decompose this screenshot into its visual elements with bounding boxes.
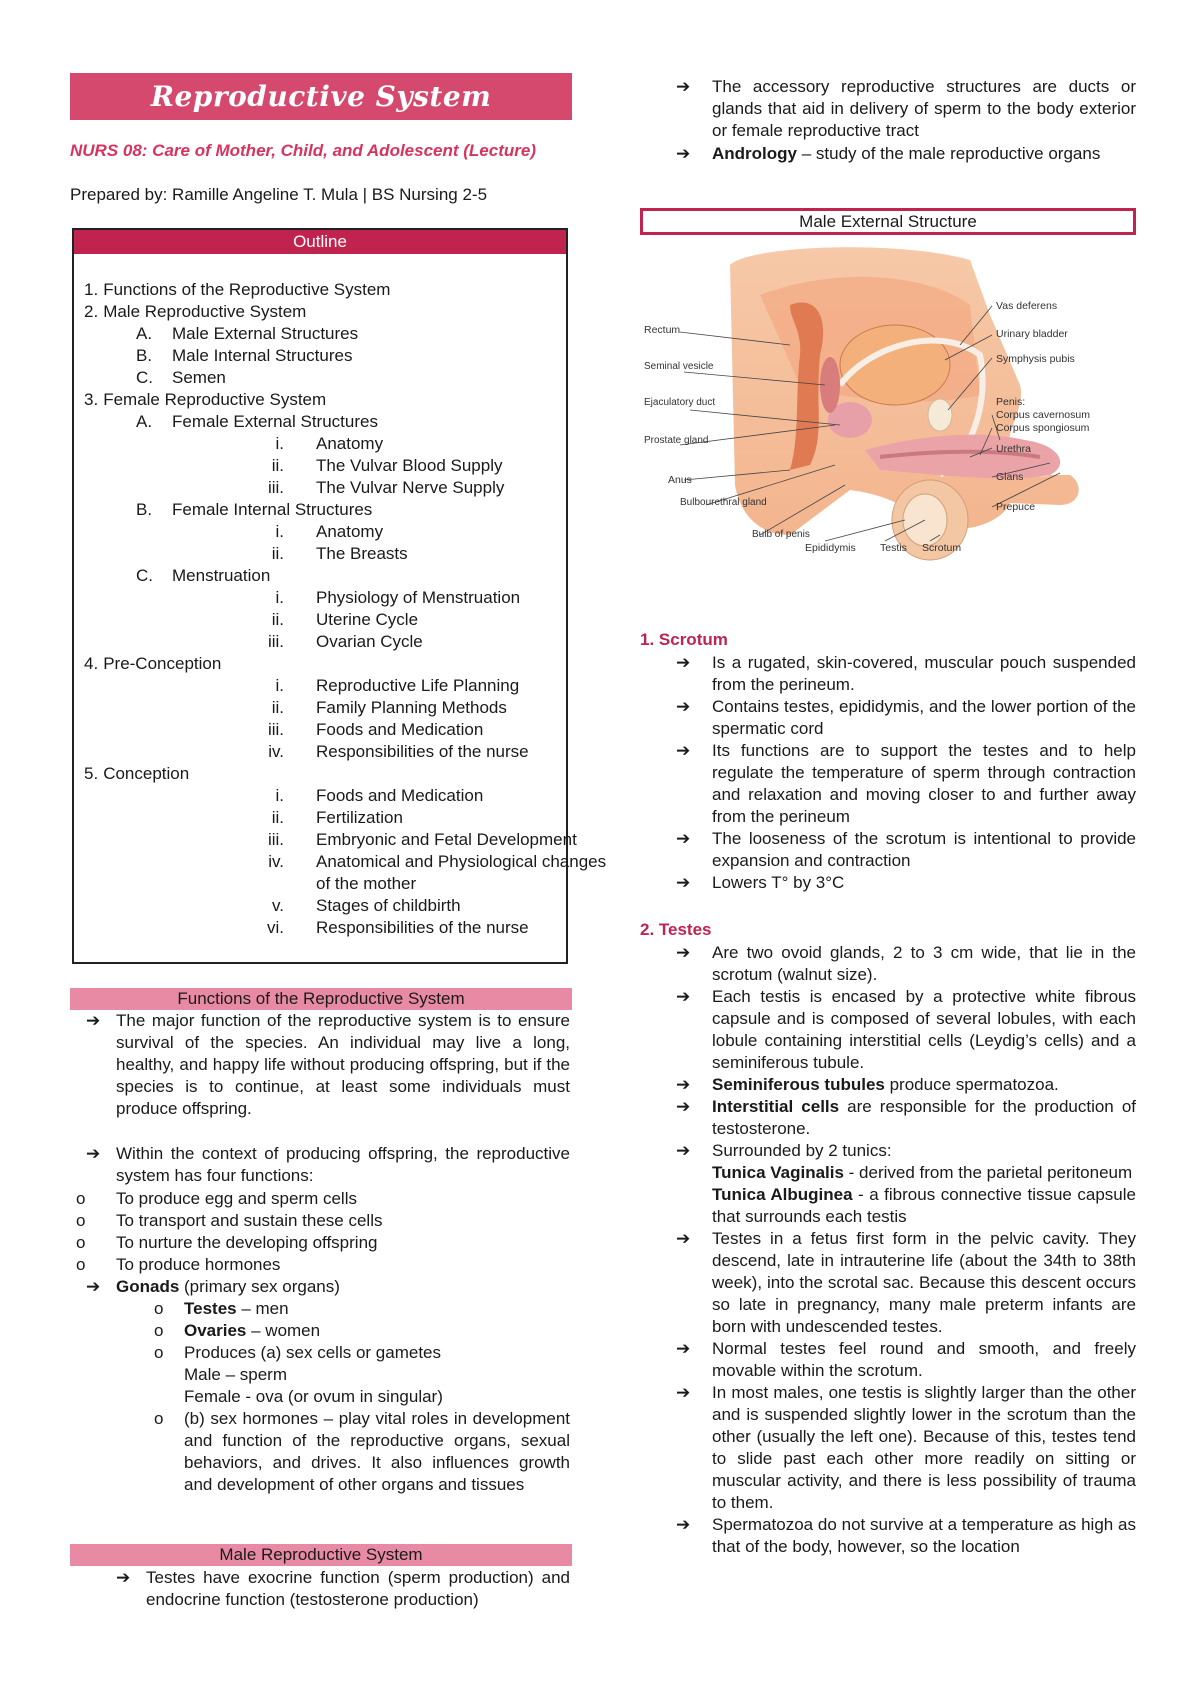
outline-item — [84, 829, 577, 851]
tunica-albuginea — [712, 1184, 1136, 1228]
circle-bullet-icon: o — [76, 1255, 86, 1274]
arrow-icon: ➔ — [86, 1144, 101, 1163]
outline-marker: C. — [136, 368, 153, 387]
outline-text: Male Reproductive System — [103, 302, 307, 321]
functions-heading: Functions of the Reproductive System — [70, 988, 572, 1010]
outline-marker: iii. — [267, 632, 284, 651]
list-item — [76, 1232, 570, 1254]
list-item — [676, 828, 1136, 872]
outline-marker: 3. — [84, 390, 99, 409]
gonads-item — [86, 1276, 570, 1298]
outline-item — [84, 411, 564, 433]
outline-item — [84, 719, 564, 741]
arrow-icon: ➔ — [676, 1339, 691, 1358]
outline-marker: ii. — [271, 610, 284, 629]
label-anus: Anus — [668, 474, 692, 486]
circle-bullet-icon: o — [76, 1211, 86, 1230]
outline-text: Male Internal Structures — [172, 346, 353, 365]
accessory-bullet — [676, 76, 1136, 142]
scrotum-b2: Contains testes, epididymis, and the lower portion of the spermatic cord — [712, 697, 1136, 738]
outline-marker: iv. — [268, 742, 284, 761]
list-item — [76, 1188, 570, 1210]
circle-bullet-icon: o — [76, 1233, 86, 1252]
gonads-label: Gonads — [116, 1277, 180, 1296]
label-ejaculatory-duct: Ejaculatory duct — [644, 397, 716, 408]
outline-item — [84, 741, 564, 763]
outline-item — [84, 455, 564, 477]
outline-marker: B. — [136, 346, 153, 365]
label-rectum: Rectum — [644, 324, 681, 336]
title-banner — [70, 73, 572, 120]
hormones-text: (b) sex hormones – play vital roles in development and function of the reproductive organs, sexual behaviors, and drives. It also influences growth and development of other organs and tissues — [184, 1409, 570, 1494]
outline-text: Responsibilities of the nurse — [316, 918, 529, 937]
label-epididymis: Epididymis — [805, 542, 856, 554]
testes-b2: Each testis is encased by a protective white fibrous capsule and is composed of several lobules, with each lobule containing interstitial cells (Leydig’s cells) and a seminiferous tubule. — [712, 987, 1136, 1072]
scrotum-bullets — [676, 652, 1136, 894]
outline-item — [84, 851, 607, 895]
testes-b8: In most males, one testis is slightly larger than the other and is suspended slightly lower in the scrotum than the other (usually the left one). Because of this, testes tend to slide past each other more readily on sitting or muscular activity, and there is less possibility of trauma to them. — [712, 1383, 1136, 1512]
arrow-icon: ➔ — [676, 943, 691, 962]
testes-b9: Spermatozoa do not survive at a temperature as high as that of the body, however, so the location — [712, 1515, 1136, 1556]
document-title: Reproductive System — [150, 80, 492, 113]
tunica-vaginalis-text: - derived from the parietal peritoneum — [843, 1163, 1133, 1182]
label-corpus-cavernosum: Corpus cavernosum — [996, 409, 1090, 421]
testes-b7: Normal testes feel round and smooth, and freely movable within the scrotum. — [712, 1339, 1136, 1380]
andrology-label: Andrology — [712, 144, 797, 163]
list-item — [676, 1140, 1136, 1162]
list-item — [676, 1096, 1136, 1140]
seminiferous-text: produce spermatozoa. — [884, 1075, 1059, 1094]
functions-bullet-1 — [86, 1010, 570, 1120]
arrow-icon: ➔ — [676, 144, 691, 163]
scrotum-b3: Its functions are to support the testes and to help regulate the temperature of sperm through contraction and relaxation and moving closer to and further away from the perineum — [712, 741, 1136, 826]
label-prostate-gland: Prostate gland — [644, 435, 709, 446]
testes-bullets — [676, 942, 1136, 1558]
outline-marker: i. — [275, 434, 284, 453]
arrow-icon: ➔ — [116, 1568, 131, 1587]
label-testis: Testis — [880, 542, 907, 554]
outline-marker: i. — [275, 786, 284, 805]
list-item-text: To transport and sustain these cells — [116, 1211, 383, 1230]
list-item — [676, 1382, 1136, 1514]
outline-marker: 4. — [84, 654, 99, 673]
tunica-vaginalis-label: Tunica Vaginalis — [712, 1163, 844, 1182]
outline-marker: 2. — [84, 302, 99, 321]
scrotum-b4: The looseness of the scrotum is intentional to provide expansion and contraction — [712, 829, 1136, 870]
outline-text: Female Internal Structures — [172, 500, 373, 519]
ovaries-text: – women — [246, 1321, 321, 1340]
list-item — [676, 1228, 1136, 1338]
symphysis-shape — [928, 399, 952, 431]
outline-text: Stages of childbirth — [316, 896, 461, 915]
outline-item — [84, 279, 564, 301]
male-anatomy-figure — [640, 235, 1136, 611]
outline-text: Anatomical and Physiological changes of the mother — [316, 852, 607, 893]
male-system-bullet-1 — [116, 1567, 570, 1611]
outline-item — [84, 609, 564, 631]
arrow-icon: ➔ — [676, 1075, 691, 1094]
outline-text: Male External Structures — [172, 324, 359, 343]
produces-text: Produces (a) sex cells or gametes — [184, 1343, 441, 1362]
list-item — [154, 1408, 570, 1496]
ovaries-label: Ovaries — [184, 1321, 247, 1340]
outline-marker: iv. — [268, 852, 284, 871]
outline-item — [84, 675, 564, 697]
label-penis: Penis: — [996, 396, 1026, 408]
arrow-icon: ➔ — [676, 1141, 691, 1160]
arrow-icon: ➔ — [676, 1097, 691, 1116]
circle-bullet-icon: o — [76, 1189, 86, 1208]
list-item — [676, 1338, 1136, 1382]
outline-text: Ovarian Cycle — [316, 632, 423, 651]
outline-text: Fertilization — [316, 808, 403, 827]
outline-item — [84, 323, 564, 345]
outline-marker: i. — [275, 522, 284, 541]
arrow-icon: ➔ — [676, 1383, 691, 1402]
arrow-icon: ➔ — [676, 829, 691, 848]
list-item-text: To nurture the developing offspring — [116, 1233, 378, 1252]
outline-marker: C. — [136, 566, 153, 585]
gonads-text: (primary sex organs) — [179, 1277, 340, 1296]
list-item — [676, 1514, 1136, 1558]
list-item — [676, 872, 1136, 894]
outline-text: Menstruation — [172, 566, 271, 585]
seminiferous-label: Seminiferous tubules — [712, 1075, 885, 1094]
outline-text: Semen — [172, 368, 226, 387]
list-item-text: To produce egg and sperm cells — [116, 1189, 357, 1208]
outline-item — [84, 895, 564, 917]
testes-b6: Testes in a fetus first form in the pelvic cavity. They descend, late in intrauterine life (about the 34th to 38th week), into the scrotal sac. Because this descent occurs so late in pregnancy, many male preterm infants are born with undescended testes. — [712, 1229, 1136, 1336]
testes-label: Testes — [184, 1299, 237, 1318]
outline-text: Female Reproductive System — [103, 390, 327, 409]
functions-bullet-2 — [86, 1143, 570, 1187]
outline-text: The Breasts — [316, 544, 408, 563]
male-system-heading: Male Reproductive System — [70, 1544, 572, 1566]
label-urethra: Urethra — [996, 443, 1032, 455]
outline-item — [84, 785, 564, 807]
outline-text: The Vulvar Blood Supply — [316, 456, 503, 475]
outline-text: Family Planning Methods — [316, 698, 507, 717]
functions-p1: The major function of the reproductive system is to ensure survival of the species. An individual may live a long, healthy, and happy life without producing offspring, but if the species is to continue, at least some individuals must produce offspring. — [116, 1011, 570, 1118]
arrow-icon: ➔ — [86, 1277, 101, 1296]
outline-item — [84, 477, 564, 499]
outline-text: Reproductive Life Planning — [316, 676, 520, 695]
outline-marker: A. — [136, 412, 153, 431]
outline-marker: ii. — [271, 456, 284, 475]
outline-marker: iii. — [267, 830, 284, 849]
outline-marker: ii. — [271, 808, 284, 827]
arrow-icon: ➔ — [676, 77, 691, 96]
list-item — [76, 1210, 570, 1232]
list-item — [676, 942, 1136, 986]
outline-text: Female External Structures — [172, 412, 378, 431]
outline-item — [84, 653, 564, 675]
list-item — [676, 986, 1136, 1074]
tunica-albuginea-label: Tunica Albuginea — [712, 1185, 853, 1204]
outline-item — [84, 631, 564, 653]
outline-text: Foods and Medication — [316, 786, 484, 805]
outline-item — [84, 521, 564, 543]
scrotum-b1: Is a rugated, skin-covered, muscular pouch suspended from the perineum. — [712, 653, 1136, 694]
list-item — [154, 1298, 570, 1320]
gonads-sublist — [154, 1298, 570, 1496]
outline-text: Physiology of Menstruation — [316, 588, 521, 607]
outline-heading: Outline — [74, 230, 566, 254]
male-system-p1: Testes have exocrine function (sperm production) and endocrine function (testosterone production) — [146, 1568, 570, 1609]
outline-marker: i. — [275, 676, 284, 695]
male-text: Male – sperm — [184, 1365, 287, 1384]
label-vas-deferens: Vas deferens — [996, 300, 1058, 312]
outline-text: Uterine Cycle — [316, 610, 419, 629]
arrow-icon: ➔ — [676, 697, 691, 716]
outline-marker: B. — [136, 500, 153, 519]
course-title: NURS 08: Care of Mother, Child, and Adolescent (Lecture) — [70, 141, 536, 160]
outline-marker: 1. — [84, 280, 99, 299]
list-item — [676, 740, 1136, 828]
outline-item — [84, 543, 564, 565]
outline-text: Functions of the Reproductive System — [103, 280, 391, 299]
functions-p2: Within the context of producing offspring, the reproductive system has four functions: — [116, 1144, 570, 1185]
arrow-icon: ➔ — [676, 1229, 691, 1248]
interstitial-text: are responsible for the production of testosterone. — [712, 1097, 1136, 1138]
label-seminal-vesicle: Seminal vesicle — [644, 361, 714, 372]
outline-marker: v. — [272, 896, 284, 915]
male-external-heading: Male External Structure — [640, 208, 1136, 235]
tunica-vaginalis — [712, 1162, 1136, 1184]
interstitial-label: Interstitial cells — [712, 1097, 840, 1116]
arrow-icon: ➔ — [676, 741, 691, 760]
outline-marker: A. — [136, 324, 153, 343]
arrow-icon: ➔ — [676, 987, 691, 1006]
label-corpus-spongiosum: Corpus spongiosum — [996, 422, 1090, 434]
list-item — [676, 652, 1136, 696]
label-urinary-bladder: Urinary bladder — [996, 328, 1068, 340]
outline-text: Embryonic and Fetal Development — [316, 830, 577, 849]
list-item — [154, 1320, 570, 1342]
outline-text: Pre-Conception — [103, 654, 222, 673]
label-symphysis-pubis: Symphysis pubis — [996, 353, 1075, 365]
label-bulbourethral-gland: Bulbourethral gland — [680, 497, 767, 508]
testes-b5: Surrounded by 2 tunics: — [712, 1141, 892, 1160]
outline-item — [84, 389, 564, 411]
outline-item — [84, 697, 564, 719]
label-prepuce: Prepuce — [996, 501, 1036, 513]
list-item — [76, 1254, 570, 1276]
outline-item — [84, 301, 564, 323]
outline-marker: 5. — [84, 764, 99, 783]
arrow-icon: ➔ — [676, 1515, 691, 1534]
outline-box — [72, 228, 607, 964]
circle-bullet-icon: o — [154, 1409, 164, 1428]
arrow-icon: ➔ — [676, 873, 691, 892]
andrology-bullet — [676, 143, 1136, 165]
list-item — [154, 1342, 570, 1364]
arrow-icon: ➔ — [676, 653, 691, 672]
outline-text: Anatomy — [316, 434, 384, 453]
outline-marker: ii. — [271, 544, 284, 563]
outline-marker: iii. — [267, 478, 284, 497]
label-glans: Glans — [996, 471, 1024, 483]
scrotum-b5: Lowers T° by 3°C — [712, 873, 845, 892]
outline-item — [84, 345, 564, 367]
outline-item — [84, 917, 564, 939]
outline-item — [84, 763, 564, 785]
outline-item — [84, 807, 564, 829]
list-item — [676, 696, 1136, 740]
scrotum-heading: 1. Scrotum — [640, 630, 728, 649]
outline-item — [84, 565, 564, 587]
testes-heading: 2. Testes — [640, 920, 712, 939]
outline-item — [84, 367, 564, 389]
outline-text: Foods and Medication — [316, 720, 484, 739]
outline-marker: ii. — [271, 698, 284, 717]
outline-marker: vi. — [267, 918, 284, 937]
label-bulb-of-penis: Bulb of penis — [752, 529, 810, 540]
outline-item — [84, 499, 564, 521]
outline-marker: i. — [275, 588, 284, 607]
circle-bullet-icon: o — [154, 1299, 164, 1318]
outline-marker: iii. — [267, 720, 284, 739]
list-item — [676, 1074, 1136, 1096]
outline-text: Conception — [103, 764, 190, 783]
andrology-text: – study of the male reproductive organs — [797, 144, 1101, 163]
arrow-icon: ➔ — [86, 1011, 101, 1030]
functions-list — [76, 1188, 570, 1298]
female-text: Female - ova (or ovum in singular) — [184, 1387, 443, 1406]
list-item-text: To produce hormones — [116, 1255, 281, 1274]
outline-item — [84, 587, 564, 609]
outline-item — [84, 433, 564, 455]
outline-text: Anatomy — [316, 522, 384, 541]
outline-text: The Vulvar Nerve Supply — [316, 478, 505, 497]
testes-text: – men — [236, 1299, 289, 1318]
prepared-by: Prepared by: Ramille Angeline T. Mula | BS Nursing 2-5 — [70, 185, 488, 204]
outline-list — [84, 279, 607, 939]
circle-bullet-icon: o — [154, 1321, 164, 1340]
testes-b1: Are two ovoid glands, 2 to 3 cm wide, that lie in the scrotum (walnut size). — [712, 943, 1136, 984]
outline-text: Responsibilities of the nurse — [316, 742, 529, 761]
accessory-text: The accessory reproductive structures are ducts or glands that aid in delivery of sperm to the body exterior or female reproductive tract — [712, 77, 1136, 140]
circle-bullet-icon: o — [154, 1343, 164, 1362]
label-scrotum: Scrotum — [922, 542, 962, 554]
tunica-albuginea-text: - a fibrous connective tissue capsule that surrounds each testis — [712, 1185, 1136, 1226]
